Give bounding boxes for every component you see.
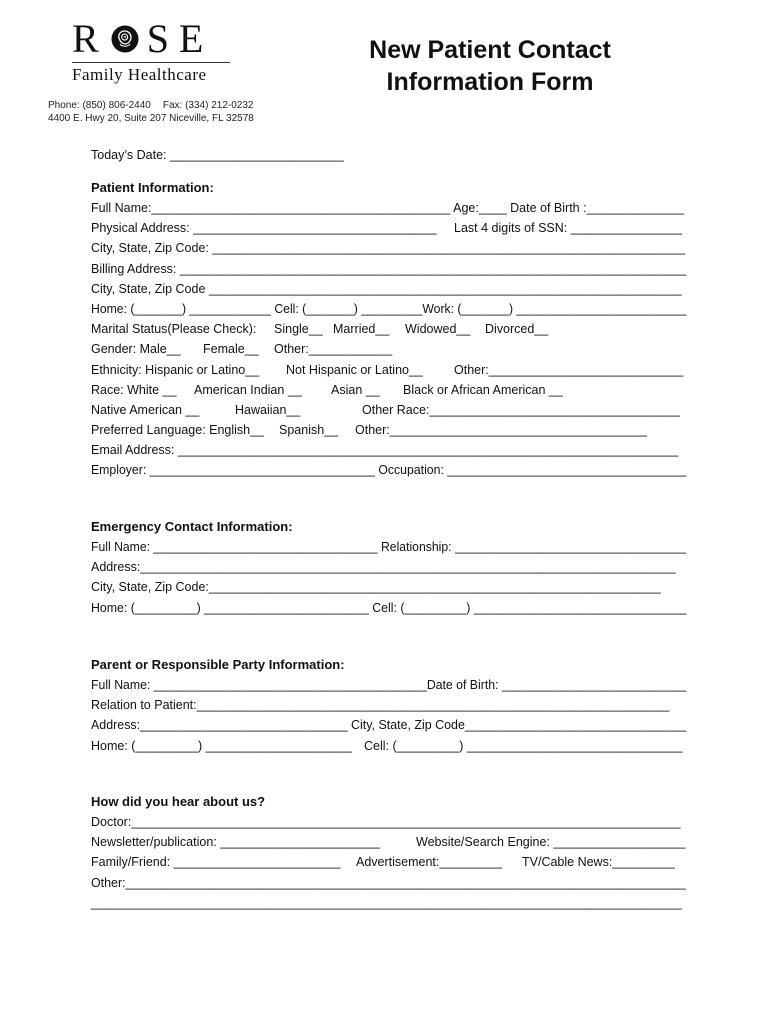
clinic-contact-info: [48, 99, 254, 125]
form-line[interactable]: Employer: _________________________________ Occupation: ___________________________________: [91, 463, 687, 478]
form-line[interactable]: Marital Status(Please Check): Single__ Married__ Widowed__ Divorced__: [91, 322, 549, 337]
clinic-address: 4400 E. Hwy 20, Suite 207 Niceville, FL 32578: [48, 113, 254, 124]
form-line[interactable]: Billing Address: _________________________________________________________________________: [91, 261, 687, 276]
responsible-party-section: [91, 655, 686, 756]
section-heading: How did you hear about us?: [91, 794, 266, 809]
form-line[interactable]: City, State, Zip Code:_________________________________________________________________: [91, 580, 661, 595]
patient-information-section: [91, 178, 686, 481]
form-line[interactable]: Home: (_________) _____________________ Cell: (_________) _______________________________: [91, 738, 683, 753]
referral-source-section: [91, 792, 686, 913]
form-line[interactable]: Address:______________________________ City, State, Zip Code________________________________: [91, 718, 687, 733]
form-line[interactable]: Race: White __ American Indian __ Asian __ Black or African American __: [91, 382, 563, 397]
section-heading: Patient Information:: [91, 180, 214, 195]
form-line[interactable]: Newsletter/publication: _______________________ Website/Search Engine: ___________________: [91, 835, 686, 850]
form-line[interactable]: Full Name: ________________________________________Date of Birth: ___________________________: [91, 678, 687, 692]
form-line[interactable]: Email Address: ________________________________________________________________________: [91, 443, 679, 458]
logo-wordmark: R SE: [72, 16, 214, 61]
clinic-phone: Phone: (850) 806-2440: [48, 100, 151, 111]
form-line[interactable]: _____________________________________________________________________________________: [91, 895, 682, 910]
clinic-fax: Fax: (334) 212-0232: [162, 100, 254, 111]
todays-date-field[interactable]: Today’s Date: _________________________: [91, 148, 344, 162]
form-line[interactable]: Full Name: _________________________________ Relationship: __________________________________: [91, 540, 686, 554]
form-line[interactable]: Native American __ Hawaiian__ Other Race:____________________________________: [91, 402, 680, 417]
form-line[interactable]: Other:_________________________________________________________________________________: [91, 875, 686, 890]
form-line[interactable]: Family/Friend: ________________________ Advertisement:_________ TV/Cable News:_________: [91, 855, 675, 870]
form-line[interactable]: City, State, Zip Code ____________________________________________________________________: [91, 281, 682, 296]
form-line[interactable]: Ethnicity: Hispanic or Latino__ Not Hispanic or Latino__ Other:____________________________: [91, 362, 684, 377]
form-line[interactable]: Home: (_________) ________________________ Cell: (_________) _______________________________: [91, 600, 687, 615]
emergency-contact-section: [91, 517, 686, 618]
form-line[interactable]: Doctor:_______________________________________________________________________________: [91, 815, 681, 829]
rose-flower-icon: [111, 25, 139, 53]
rose-logo: [72, 18, 234, 85]
section-heading: Emergency Contact Information:: [91, 519, 293, 534]
form-line[interactable]: Address:_____________________________________________________________________________: [91, 560, 676, 575]
form-line[interactable]: City, State, Zip Code: ____________________________________________________________________: [91, 241, 686, 256]
form-line[interactable]: Preferred Language: English__ Spanish__ Other:_____________________________________: [91, 423, 647, 438]
logo-divider: [72, 62, 230, 63]
section-heading: Parent or Responsible Party Information:: [91, 657, 345, 672]
form-line[interactable]: Full Name:___________________________________________ Age:____ Date of Birth :______________: [91, 201, 684, 215]
form-line[interactable]: Physical Address: ___________________________________ Last 4 digits of SSN: ________________: [91, 221, 682, 236]
form-line[interactable]: Gender: Male__ Female__ Other:____________: [91, 342, 393, 357]
form-line[interactable]: Relation to Patient:____________________________________________________________________: [91, 698, 670, 713]
logo-subtitle: Family Healthcare: [72, 65, 207, 84]
form-line[interactable]: Home: (_______) ____________ Cell: (_______) _________Work: (_______) _________________________: [91, 301, 687, 316]
form-title: New Patient Contact Information Form: [369, 36, 611, 96]
